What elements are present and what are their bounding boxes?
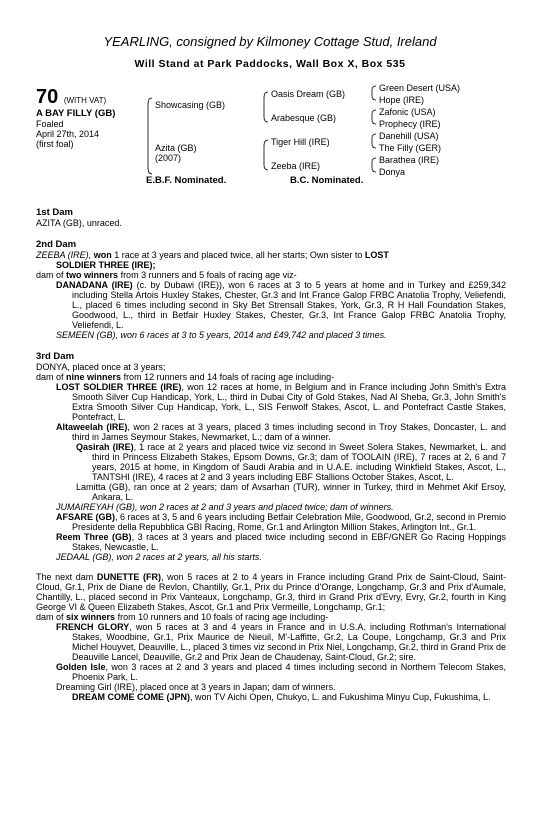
first-dam-text: AZITA (GB), unraced. xyxy=(36,218,122,228)
donya-line: DONYA, placed once at 3 years; xyxy=(36,362,166,372)
jumaireyah-text: JUMAIREYAH (GB), won 2 races at 2 and 3 years and placed twice; dam of winners. xyxy=(56,502,394,512)
sire: Showcasing (GB) xyxy=(155,100,226,110)
vat-note: (WITH VAT) xyxy=(63,96,107,105)
golden-isle-name: Golden Isle xyxy=(56,662,106,672)
lot-number: 70 xyxy=(36,86,59,108)
ssd: Hope (IRE) xyxy=(379,95,425,105)
produce-dam-of: dam of xyxy=(36,270,64,280)
dam: Azita (GB) xyxy=(155,143,197,153)
consignment-line: YEARLING, consigned by Kilmoney Cottage Stud, Ireland xyxy=(103,34,437,49)
dam-dam: Zeeba (IRE) xyxy=(271,161,321,171)
sire-sire: Oasis Dream (GB) xyxy=(271,89,346,99)
dsd: The Filly (GER) xyxy=(379,143,442,153)
produce-runners: from 3 runners and 5 foals of racing age viz- xyxy=(120,270,297,280)
danadana-name: DANADANA (IRE) xyxy=(56,280,133,290)
zeeba-text: 1 race at 3 years and placed twice, all her starts; Own sister to xyxy=(114,250,363,260)
dunette-text: , won 5 races at 2 to 4 years in France including Grand Prix de Saint-Cloud, Saint-Cloud, Gr.1, Prix de Diane de Revlon, Chantilly, Gr.1, Prix du Prince d'Orange, Longchamp, Gr.3 and Prix d'Aumale, Chantilly, L., placed second in Prix Vanteaux, Longchamp, Gr.3, third in Grand Prix d'Evry, Evry, Gr.2, fourth in King George VI & Queen Elizabeth Stakes, Ascot, Gr.1 and Prix Vermeille, Longchamp, Gr.1; xyxy=(36,572,506,612)
semeen-text: SEMEEN (GB), won 6 races at 3 to 5 years, 2014 and £49,742 and placed 3 times. xyxy=(56,330,387,340)
zeeba-sister-b-line xyxy=(36,260,506,270)
altaweelah-text: , won 2 races at 3 years, placed 3 times including second in Troy Stakes, Doncaster, L. and third in James Seymour Stakes, Newmarket, L.; dam of a winner. xyxy=(72,422,506,442)
foal-note: (first foal) xyxy=(36,139,74,149)
foaled-label: Foaled xyxy=(36,119,64,129)
zeeba-produce xyxy=(36,270,506,280)
golden-isle-text: , won 3 races at 2 and 3 years and placed 4 times including second in Northern Telecom Stakes, Phoenix Park, L. xyxy=(72,662,506,682)
zeeba-sister-b: SOLDIER THREE (IRE); xyxy=(56,260,156,270)
qasirah-name: Qasirah (IRE) xyxy=(76,442,134,452)
dunette-entry xyxy=(36,572,506,612)
reem-three-text: , 3 races at 3 years and placed twice including second in EBF/GNER Go Racing Hoppings Stakes, Newcastle, L. xyxy=(72,532,506,552)
dream-come-come-text: , won TV Aichi Open, Chukyo, L. and Fukushima Minyu Cup, Fukushima, L. xyxy=(190,692,491,702)
lost-soldier-entry xyxy=(36,382,506,422)
ddd: Donya xyxy=(379,167,406,177)
lost-soldier-name: LOST SOLDIER THREE (IRE) xyxy=(56,382,182,392)
dunette-produce xyxy=(36,612,506,622)
dunette-winners: six winners xyxy=(66,612,116,622)
dss: Danehill (USA) xyxy=(379,131,439,141)
altaweelah-name: Altaweelah (IRE) xyxy=(56,422,128,432)
lamitta-entry: Lamitta (GB), ran once at 2 years; dam of Avsarhan (TUR), winner in Turkey, third in Mehmet Akif Ersoy, Ankara, L. xyxy=(76,482,506,502)
french-glory-name: FRENCH GLORY xyxy=(56,622,130,632)
danadana-text: (c. by Dubawi (IRE)), won 6 races at 3 to 5 years at home and in Turkey and £259,342 including Stella Artois Huxley Stakes, Chester, Gr.3 and Int France Galop FRBC Anatolia Trophy, Veliefendi, L., placed 6 times including second in Sky Bet Strensall Stakes, York, Gr.3, R H Hall Foundation Stakes, Goodwood, L., third in Betfair Huxley Stakes, Chester, Gr.3, Int France Galop FRBC Anatolia Trophy, Veliefendi, L. xyxy=(72,280,506,330)
horse-name: A BAY FILLY (GB) xyxy=(36,108,116,119)
lost-soldier-text: , won 12 races at home, in Belgium and in France including John Smith's Extra Smooth Silver Cup Handicap, York, L., third in Dubai City of Gold Stakes, Nad Al Sheba, Gr.3, John Smith's Extra Smooth Silver Cup Handicap, York, L., SIS Fenwolf Stakes, Ascot, L. and Pontefract Castle Stakes, Pontefract, L. xyxy=(72,382,506,422)
first-dam-heading: 1st Dam xyxy=(36,207,73,218)
dam-year: (2007) xyxy=(155,153,182,163)
golden-isle-entry xyxy=(36,662,506,682)
produce-winners: two winners xyxy=(66,270,119,280)
zeeba-line xyxy=(36,250,506,260)
bc-nomination: B.C. Nominated. xyxy=(290,175,364,186)
sss: Green Desert (USA) xyxy=(379,83,461,93)
reem-three-name: Reem Three (GB) xyxy=(56,532,132,542)
afsare-entry xyxy=(36,512,506,532)
zeeba-name: ZEEBA (IRE), xyxy=(36,250,92,260)
donya-winners: nine winners xyxy=(66,372,122,382)
dunette-name: DUNETTE (FR) xyxy=(96,572,161,582)
family-text xyxy=(36,196,506,702)
dunette-runners: from 10 runners and 10 foals of racing age including- xyxy=(117,612,329,622)
second-dam-heading: 2nd Dam xyxy=(36,239,77,250)
dreaming-girl-entry: Dreaming Girl (IRE), placed once at 3 years in Japan; dam of winners. xyxy=(56,682,336,692)
dream-come-come-entry xyxy=(36,692,506,702)
afsare-text: , 6 races at 3, 5 and 6 years including Betfair Celebration Mile, Goodwood, Gr.2, second in Premio Presidente della Repubblica GBI Racing, Rome, Gr.1 and Arlington Million Stakes, Arlington Int., Gr.1. xyxy=(72,512,506,532)
french-glory-text: , won 5 races at 3 and 4 years in France and in U.S.A. including Rothman's International Stakes, Woodbine, Gr.1, Prix Maurice de Nieuil, M'-Laffitte, Gr.2, La Coupe, Longchamp, Gr.3 and Prix Michel Houyvet, Deauville, L., placed 3 times viz second in Prix Niel, Longchamp, Gr.2, third in Grand Prix de Deauville Lancel, Deauville, Gr.2 and Prix Jean de Chaudenay, Saint-Cloud, Gr.2; sire. xyxy=(72,622,506,662)
donya-produce xyxy=(36,372,506,382)
stand-line: Will Stand at Park Paddocks, Wall Box X, Box 535 xyxy=(134,58,406,70)
jumaireyah-entry xyxy=(36,502,506,512)
dam-sire: Tiger Hill (IRE) xyxy=(271,137,330,147)
dunette-dam-of: dam of xyxy=(36,612,64,622)
dream-come-come-name: DREAM COME COME (JPN) xyxy=(72,692,191,702)
zeeba-won: won xyxy=(93,250,112,260)
next-dam-label: The next dam xyxy=(36,572,94,582)
qasirah-entry xyxy=(36,442,506,482)
afsare-name: AFSARE (GB) xyxy=(56,512,116,522)
zeeba-sister-a: LOST xyxy=(364,250,389,260)
third-dam-heading: 3rd Dam xyxy=(36,351,75,362)
danadana-entry xyxy=(36,280,506,330)
donya-dam-of: dam of xyxy=(36,372,64,382)
semeen-entry xyxy=(36,330,506,340)
qasirah-text: , 1 race at 2 years and placed twice viz second in Sweet Solera Stakes, Newmarket, L. and third in Princess Elizabeth Stakes, Epsom Downs, Gr.3; dam of TOOLAIN (IRE), 7 races at 2, 6 and 7 years, 2015 at home, in Kingdom of Saudi Arabia and in U.A.E. including Winkfield Stakes, Ascot, L., TANTSHI (IRE), 4 races at 2 and 3 years including EBF Stallions October Stakes, Ascot, L. xyxy=(92,442,507,482)
altaweelah-entry xyxy=(36,422,506,442)
sire-dam: Arabesque (GB) xyxy=(271,113,337,123)
ebf-nomination: E.B.F. Nominated. xyxy=(146,175,227,186)
sds: Zafonic (USA) xyxy=(379,107,436,117)
donya-runners: from 12 runners and 14 foals of racing age including- xyxy=(123,372,335,382)
sdd: Prophecy (IRE) xyxy=(379,119,441,129)
dds: Barathea (IRE) xyxy=(379,155,440,165)
french-glory-entry xyxy=(36,622,506,662)
reem-three-entry xyxy=(36,532,506,552)
jedaal-text: JEDAAL (GB), won 2 races at 2 years, all his starts. xyxy=(56,552,262,562)
jedaal-entry xyxy=(36,552,506,562)
pedigree-brackets xyxy=(0,0,540,200)
foaled-date: April 27th, 2014 xyxy=(36,129,100,139)
